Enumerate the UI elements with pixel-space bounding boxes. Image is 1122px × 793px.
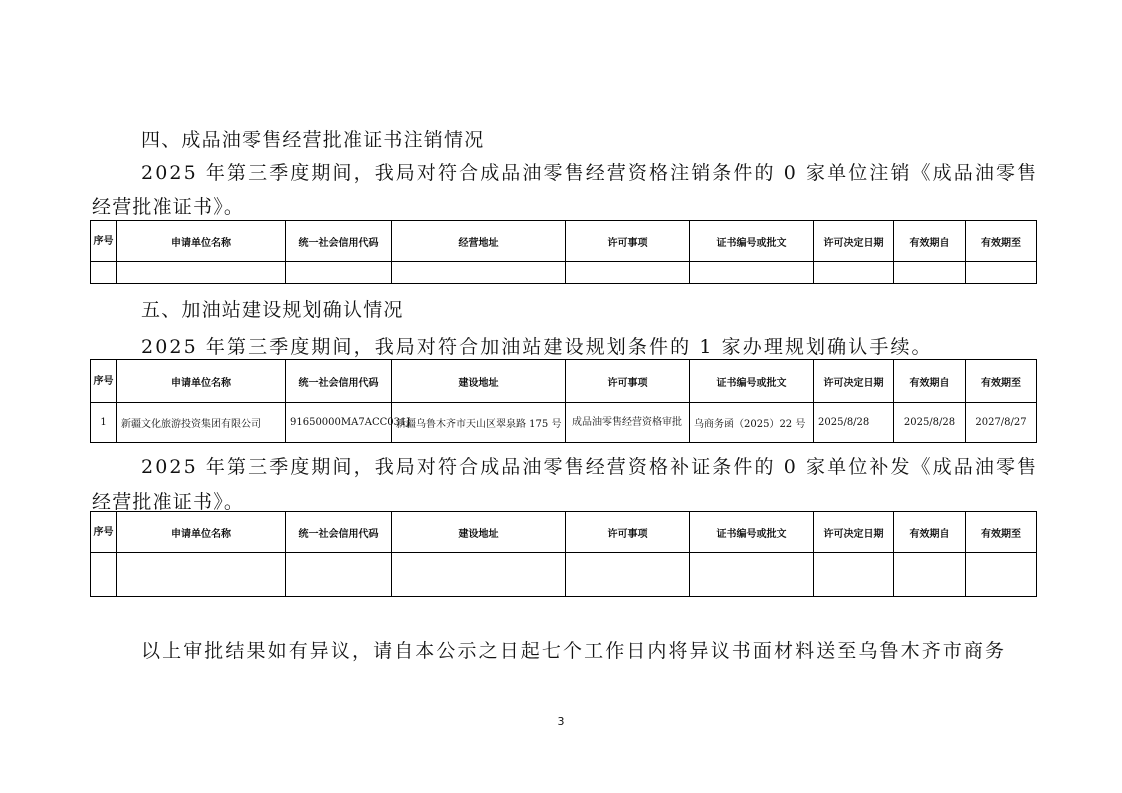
col-decision-date: 许可决定日期 (814, 512, 894, 553)
col-address: 建设地址 (392, 512, 566, 553)
cell-seq: 1 (91, 403, 117, 443)
col-decision-date: 许可决定日期 (814, 221, 894, 262)
col-item: 许可事项 (566, 360, 690, 403)
cell-address: 新疆乌鲁木齐市天山区翠泉路 175 号 (392, 403, 566, 443)
col-seq: 序号 (91, 512, 117, 553)
table-planning (90, 359, 1037, 443)
section4-paragraph-line2: 经营批准证书》。 (92, 196, 245, 218)
col-valid-to: 有效期至 (966, 221, 1037, 262)
col-applicant: 申请单位名称 (117, 221, 286, 262)
cell-decision-date: 2025/8/28 (814, 403, 894, 443)
col-applicant: 申请单位名称 (117, 512, 286, 553)
col-credit-code: 统一社会信用代码 (286, 360, 392, 403)
col-valid-from: 有效期自 (894, 360, 966, 403)
cell-credit-code: 91650000MA7ACC031J (286, 403, 392, 443)
section4-paragraph-line1: 2025 年第三季度期间，我局对符合成品油零售经营资格注销条件的 0 家单位注销《成品油零售 (141, 162, 1039, 184)
col-credit-code: 统一社会信用代码 (286, 512, 392, 553)
col-valid-to: 有效期至 (966, 512, 1037, 553)
col-valid-from: 有效期自 (894, 512, 966, 553)
section5-paragraph: 2025 年第三季度期间，我局对符合加油站建设规划条件的 1 家办理规划确认手续。 (141, 336, 933, 358)
col-item: 许可事项 (566, 221, 690, 262)
page-number: 3 (557, 715, 565, 728)
cell-cert: 乌商务函（2025）22 号 (690, 403, 814, 443)
table-header-row (91, 221, 1037, 262)
col-cert: 证书编号或批文 (690, 221, 814, 262)
cell-valid-to: 2027/8/27 (966, 403, 1037, 443)
col-valid-to: 有效期至 (966, 360, 1037, 403)
table-row (91, 553, 1037, 597)
col-address: 经营地址 (392, 221, 566, 262)
table-row (91, 403, 1037, 443)
col-cert: 证书编号或批文 (690, 360, 814, 403)
reissue-paragraph-line1: 2025 年第三季度期间，我局对符合成品油零售经营资格补证条件的 0 家单位补发《成品油零售 (141, 456, 1039, 478)
col-valid-from: 有效期自 (894, 221, 966, 262)
table-reissue (90, 511, 1037, 597)
col-decision-date: 许可决定日期 (814, 360, 894, 403)
table-header-row (91, 512, 1037, 553)
col-address: 建设地址 (392, 360, 566, 403)
table-row (91, 262, 1037, 284)
table-header-row (91, 360, 1037, 403)
col-item: 许可事项 (566, 512, 690, 553)
col-seq: 序号 (91, 360, 117, 403)
section5-heading: 五、加油站建设规划确认情况 (141, 299, 404, 321)
col-credit-code: 统一社会信用代码 (286, 221, 392, 262)
closing-paragraph: 以上审批结果如有异议，请自本公示之日起七个工作日内将异议书面材料送至乌鲁木齐市商务 (141, 640, 1007, 662)
cell-applicant: 新疆文化旅游投资集团有限公司 (117, 403, 286, 443)
col-cert: 证书编号或批文 (690, 512, 814, 553)
table-revocation (90, 220, 1037, 284)
cell-valid-from: 2025/8/28 (894, 403, 966, 443)
col-applicant: 申请单位名称 (117, 360, 286, 403)
cell-item: 成品油零售经营资格审批 (566, 403, 690, 443)
section4-heading: 四、成品油零售经营批准证书注销情况 (141, 129, 485, 151)
col-seq: 序号 (91, 221, 117, 262)
reissue-paragraph-line2: 经营批准证书》。 (92, 491, 245, 513)
